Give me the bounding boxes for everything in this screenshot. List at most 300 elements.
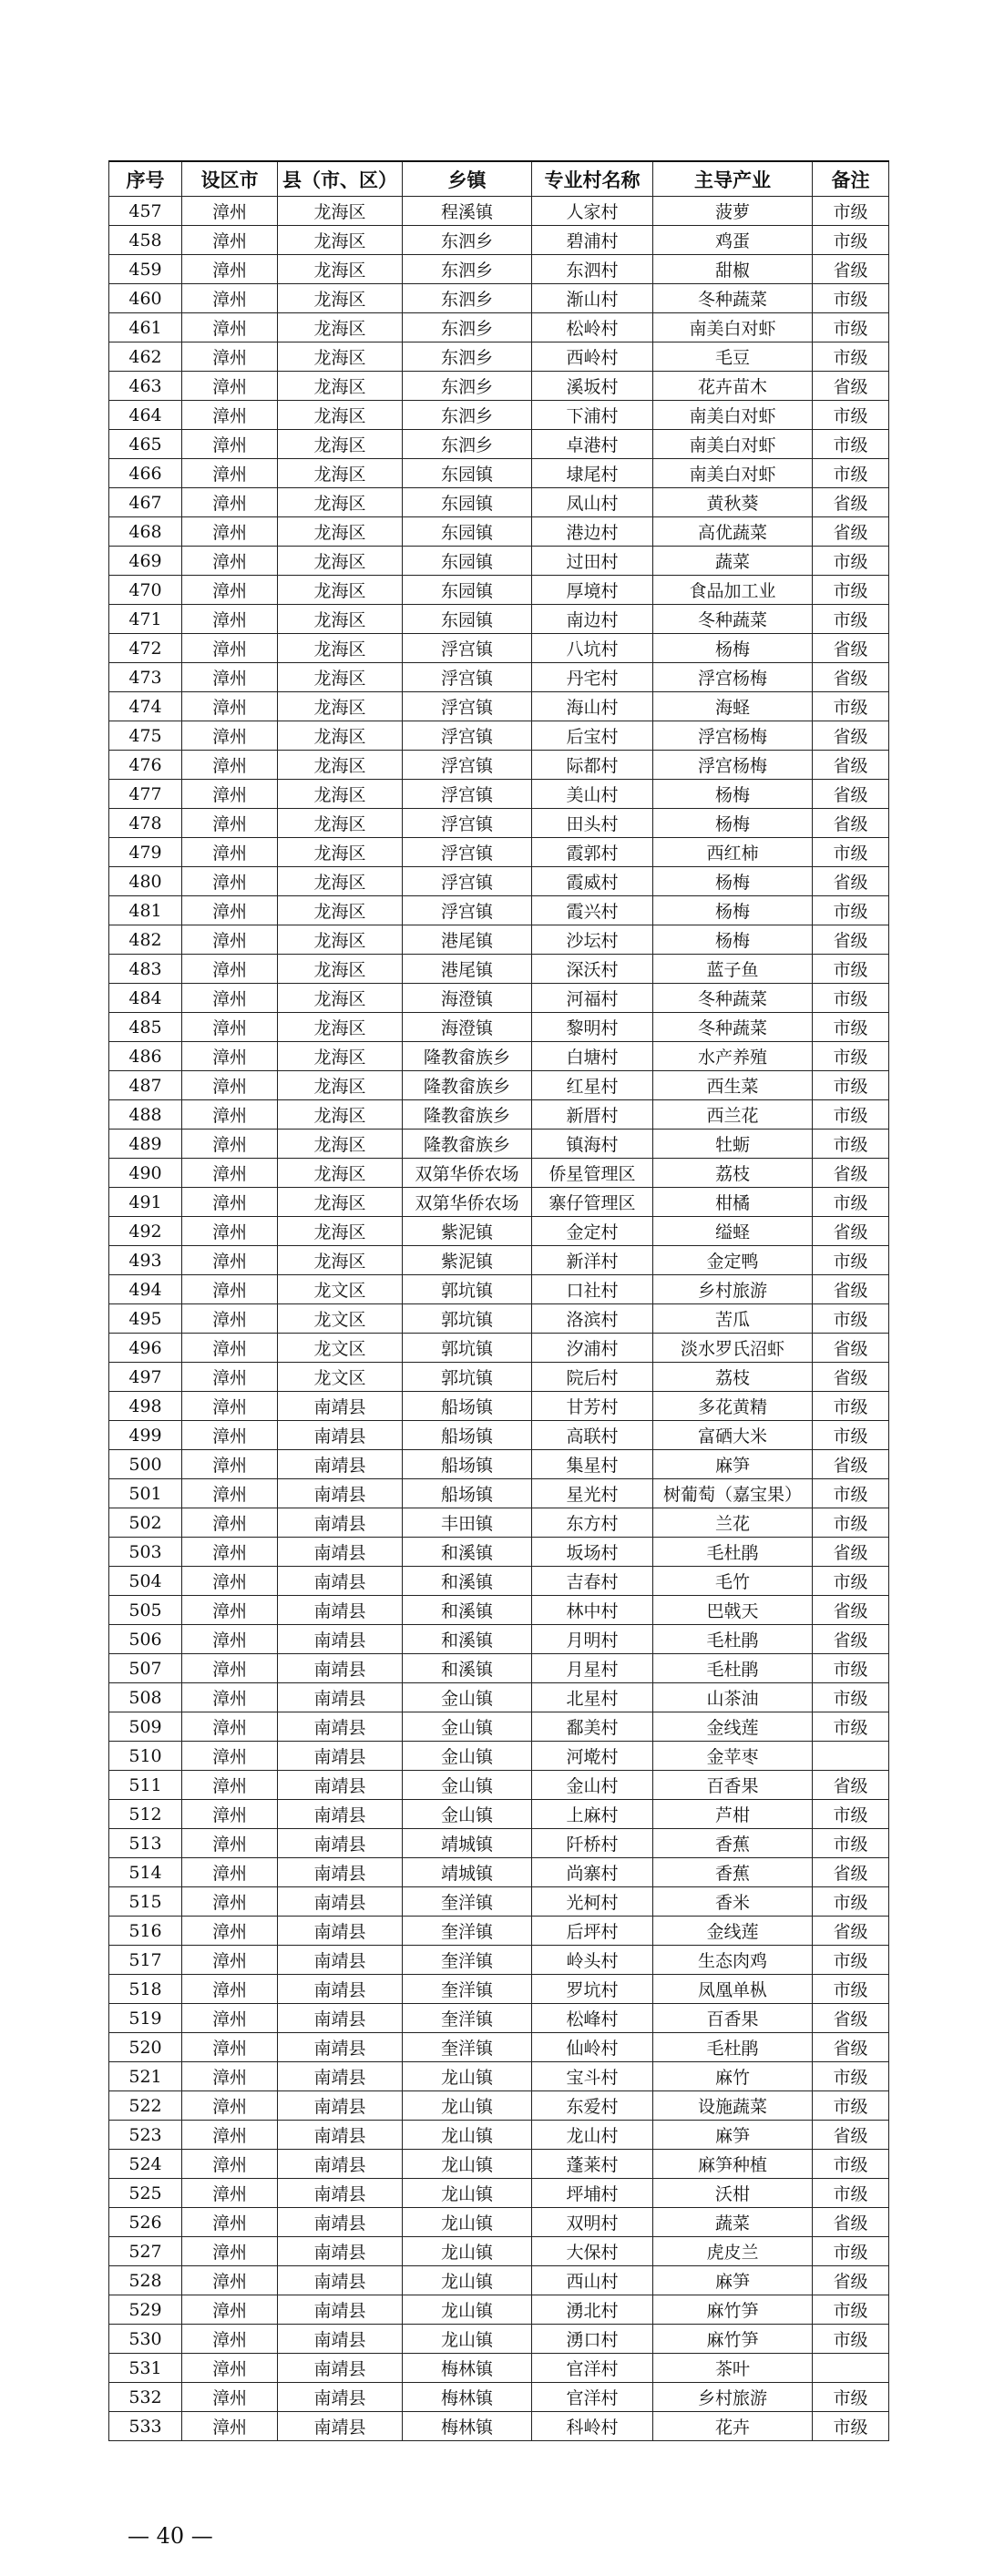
- table-row: [109, 838, 889, 867]
- cell-remark: 省级: [813, 1450, 889, 1479]
- cell-remark: 省级: [813, 925, 889, 955]
- cell-city: 漳州: [182, 1217, 278, 1246]
- table-row: [109, 1683, 889, 1712]
- header-seq: 序号: [109, 161, 182, 197]
- cell-seq: 523: [109, 2121, 182, 2150]
- cell-township: 东园镇: [403, 488, 532, 517]
- cell-remark: 市级: [813, 1013, 889, 1042]
- table-row: [109, 1829, 889, 1858]
- cell-city: 漳州: [182, 1304, 278, 1334]
- table-row: [109, 896, 889, 925]
- cell-remark: 省级: [813, 1858, 889, 1887]
- cell-village: 湧口村: [532, 2325, 653, 2354]
- cell-city: 漳州: [182, 1246, 278, 1275]
- cell-city: 漳州: [182, 780, 278, 809]
- cell-remark: 市级: [813, 1392, 889, 1421]
- cell-township: 梅林镇: [403, 2412, 532, 2441]
- cell-village: 官洋村: [532, 2383, 653, 2412]
- table-row: [109, 284, 889, 313]
- cell-seq: 503: [109, 1538, 182, 1567]
- cell-city: 漳州: [182, 1071, 278, 1100]
- cell-county: 龙海区: [278, 488, 403, 517]
- cell-village: 科岭村: [532, 2412, 653, 2441]
- cell-city: 漳州: [182, 1392, 278, 1421]
- table-row: [109, 1712, 889, 1742]
- cell-industry: 菠萝: [653, 197, 813, 226]
- cell-city: 漳州: [182, 1159, 278, 1188]
- cell-village: 金定村: [532, 1217, 653, 1246]
- cell-industry: 毛竹: [653, 1567, 813, 1596]
- cell-industry: 缢蛏: [653, 1217, 813, 1246]
- cell-city: 漳州: [182, 2033, 278, 2062]
- cell-seq: 533: [109, 2412, 182, 2441]
- cell-industry: 南美白对虾: [653, 313, 813, 342]
- table-row: [109, 751, 889, 780]
- table-row: [109, 459, 889, 488]
- cell-township: 海澄镇: [403, 1013, 532, 1042]
- cell-township: 郭坑镇: [403, 1304, 532, 1334]
- table-row: [109, 1275, 889, 1304]
- cell-seq: 520: [109, 2033, 182, 2062]
- table-row: [109, 1858, 889, 1887]
- cell-county: 龙海区: [278, 692, 403, 721]
- cell-city: 漳州: [182, 1479, 278, 1508]
- cell-township: 东泗乡: [403, 342, 532, 372]
- cell-village: 岭头村: [532, 1946, 653, 1975]
- cell-county: 南靖县: [278, 1771, 403, 1800]
- cell-county: 南靖县: [278, 1654, 403, 1683]
- cell-industry: 金线莲: [653, 1712, 813, 1742]
- cell-industry: 南美白对虾: [653, 430, 813, 459]
- cell-township: 船场镇: [403, 1392, 532, 1421]
- cell-township: 和溪镇: [403, 1625, 532, 1654]
- cell-city: 漳州: [182, 1829, 278, 1858]
- cell-seq: 498: [109, 1392, 182, 1421]
- header-village: 专业村名称: [532, 161, 653, 197]
- cell-city: 漳州: [182, 984, 278, 1013]
- cell-city: 漳州: [182, 1654, 278, 1683]
- cell-industry: 蔬菜: [653, 2208, 813, 2237]
- cell-city: 漳州: [182, 1275, 278, 1304]
- cell-county: 南靖县: [278, 2121, 403, 2150]
- cell-city: 漳州: [182, 1946, 278, 1975]
- cell-seq: 481: [109, 896, 182, 925]
- cell-remark: 省级: [813, 780, 889, 809]
- cell-village: 月明村: [532, 1625, 653, 1654]
- cell-industry: 食品加工业: [653, 576, 813, 605]
- cell-seq: 459: [109, 255, 182, 284]
- cell-village: 沙坛村: [532, 925, 653, 955]
- table-row: [109, 2354, 889, 2383]
- cell-village: 宝斗村: [532, 2062, 653, 2091]
- header-remark: 备注: [813, 161, 889, 197]
- cell-village: 寨仔管理区: [532, 1188, 653, 1217]
- cell-seq: 518: [109, 1975, 182, 2004]
- cell-seq: 485: [109, 1013, 182, 1042]
- cell-county: 龙海区: [278, 1071, 403, 1100]
- cell-village: 光柯村: [532, 1887, 653, 1917]
- table-row: [109, 2383, 889, 2412]
- table-row: [109, 2091, 889, 2121]
- cell-seq: 525: [109, 2179, 182, 2208]
- cell-township: 金山镇: [403, 1742, 532, 1771]
- cell-city: 漳州: [182, 1858, 278, 1887]
- cell-seq: 505: [109, 1596, 182, 1625]
- cell-industry: 柑橘: [653, 1188, 813, 1217]
- cell-city: 漳州: [182, 2121, 278, 2150]
- cell-township: 龙山镇: [403, 2091, 532, 2121]
- cell-city: 漳州: [182, 2004, 278, 2033]
- table-row: [109, 1800, 889, 1829]
- cell-city: 漳州: [182, 1712, 278, 1742]
- cell-city: 漳州: [182, 2383, 278, 2412]
- cell-county: 龙海区: [278, 1217, 403, 1246]
- table-row: [109, 2062, 889, 2091]
- cell-remark: 市级: [813, 1246, 889, 1275]
- cell-county: 南靖县: [278, 1392, 403, 1421]
- cell-remark: 省级: [813, 2033, 889, 2062]
- cell-village: 阡桥村: [532, 1829, 653, 1858]
- table-row: [109, 342, 889, 372]
- cell-county: 龙海区: [278, 896, 403, 925]
- table-row: [109, 1071, 889, 1100]
- cell-seq: 460: [109, 284, 182, 313]
- cell-county: 龙海区: [278, 1188, 403, 1217]
- cell-village: 高联村: [532, 1421, 653, 1450]
- table-row: [109, 867, 889, 896]
- cell-seq: 526: [109, 2208, 182, 2237]
- cell-industry: 杨梅: [653, 634, 813, 663]
- cell-seq: 493: [109, 1246, 182, 1275]
- cell-industry: 金线莲: [653, 1917, 813, 1946]
- cell-industry: 浮宫杨梅: [653, 663, 813, 692]
- cell-industry: 金苹枣: [653, 1742, 813, 1771]
- cell-industry: 毛豆: [653, 342, 813, 372]
- cell-seq: 532: [109, 2383, 182, 2412]
- cell-city: 漳州: [182, 1567, 278, 1596]
- cell-village: 院后村: [532, 1363, 653, 1392]
- cell-township: 龙山镇: [403, 2295, 532, 2325]
- cell-village: 过田村: [532, 547, 653, 576]
- cell-industry: 富硒大米: [653, 1421, 813, 1450]
- cell-county: 龙海区: [278, 780, 403, 809]
- cell-county: 龙海区: [278, 605, 403, 634]
- cell-county: 南靖县: [278, 1975, 403, 2004]
- cell-county: 南靖县: [278, 2266, 403, 2295]
- cell-village: 口社村: [532, 1275, 653, 1304]
- table-row: [109, 1887, 889, 1917]
- table-row: [109, 313, 889, 342]
- cell-industry: 沃柑: [653, 2179, 813, 2208]
- cell-industry: 蓝子鱼: [653, 955, 813, 984]
- cell-village: 松峰村: [532, 2004, 653, 2033]
- table-row: [109, 1363, 889, 1392]
- table-row: [109, 2004, 889, 2033]
- table-row: [109, 809, 889, 838]
- cell-remark: 市级: [813, 692, 889, 721]
- cell-remark: 市级: [813, 226, 889, 255]
- cell-industry: 杨梅: [653, 925, 813, 955]
- cell-industry: 荔枝: [653, 1159, 813, 1188]
- cell-industry: 水产养殖: [653, 1042, 813, 1071]
- table-row: [109, 2150, 889, 2179]
- cell-seq: 463: [109, 372, 182, 401]
- cell-county: 龙海区: [278, 1159, 403, 1188]
- cell-seq: 489: [109, 1130, 182, 1159]
- cell-township: 东泗乡: [403, 372, 532, 401]
- cell-township: 紫泥镇: [403, 1217, 532, 1246]
- cell-township: 龙山镇: [403, 2266, 532, 2295]
- cell-industry: 冬种蔬菜: [653, 1013, 813, 1042]
- table-row: [109, 605, 889, 634]
- cell-village: 凤山村: [532, 488, 653, 517]
- cell-village: 鄱美村: [532, 1712, 653, 1742]
- cell-remark: 省级: [813, 1625, 889, 1654]
- cell-industry: 杨梅: [653, 896, 813, 925]
- cell-county: 南靖县: [278, 2325, 403, 2354]
- cell-industry: 金定鸭: [653, 1246, 813, 1275]
- cell-seq: 499: [109, 1421, 182, 1450]
- cell-township: 隆教畲族乡: [403, 1100, 532, 1130]
- cell-county: 南靖县: [278, 2412, 403, 2441]
- cell-industry: 毛杜鹃: [653, 1538, 813, 1567]
- cell-city: 漳州: [182, 459, 278, 488]
- cell-seq: 484: [109, 984, 182, 1013]
- cell-city: 漳州: [182, 1538, 278, 1567]
- cell-seq: 506: [109, 1625, 182, 1654]
- cell-industry: 香蕉: [653, 1858, 813, 1887]
- table-row: [109, 1538, 889, 1567]
- table-row: [109, 2121, 889, 2150]
- cell-remark: 省级: [813, 634, 889, 663]
- cell-industry: 鸡蛋: [653, 226, 813, 255]
- cell-remark: 市级: [813, 955, 889, 984]
- cell-village: 新洋村: [532, 1246, 653, 1275]
- cell-village: 美山村: [532, 780, 653, 809]
- cell-county: 南靖县: [278, 1625, 403, 1654]
- cell-village: 东爱村: [532, 2091, 653, 2121]
- cell-seq: 531: [109, 2354, 182, 2383]
- cell-county: 龙海区: [278, 517, 403, 547]
- cell-industry: 兰花: [653, 1508, 813, 1538]
- cell-township: 金山镇: [403, 1771, 532, 1800]
- cell-county: 龙文区: [278, 1363, 403, 1392]
- cell-city: 漳州: [182, 634, 278, 663]
- cell-township: 隆教畲族乡: [403, 1042, 532, 1071]
- cell-county: 南靖县: [278, 1712, 403, 1742]
- cell-township: 双第华侨农场: [403, 1188, 532, 1217]
- cell-industry: 西兰花: [653, 1100, 813, 1130]
- cell-seq: 471: [109, 605, 182, 634]
- cell-city: 漳州: [182, 547, 278, 576]
- cell-industry: 杨梅: [653, 867, 813, 896]
- cell-city: 漳州: [182, 284, 278, 313]
- cell-county: 南靖县: [278, 2062, 403, 2091]
- cell-industry: 牡蛎: [653, 1130, 813, 1159]
- cell-remark: 市级: [813, 1188, 889, 1217]
- cell-village: 林中村: [532, 1596, 653, 1625]
- cell-township: 奎洋镇: [403, 1946, 532, 1975]
- cell-industry: 西红柿: [653, 838, 813, 867]
- cell-township: 和溪镇: [403, 1567, 532, 1596]
- cell-remark: 省级: [813, 809, 889, 838]
- table-row: [109, 955, 889, 984]
- cell-remark: 市级: [813, 342, 889, 372]
- cell-city: 漳州: [182, 1363, 278, 1392]
- cell-county: 南靖县: [278, 1887, 403, 1917]
- cell-industry: 南美白对虾: [653, 401, 813, 430]
- table-row: [109, 721, 889, 751]
- cell-seq: 507: [109, 1654, 182, 1683]
- cell-city: 漳州: [182, 197, 278, 226]
- cell-township: 东泗乡: [403, 401, 532, 430]
- cell-industry: 甜椒: [653, 255, 813, 284]
- cell-city: 漳州: [182, 342, 278, 372]
- cell-township: 海澄镇: [403, 984, 532, 1013]
- cell-industry: 乡村旅游: [653, 1275, 813, 1304]
- table-row: [109, 984, 889, 1013]
- cell-township: 东泗乡: [403, 313, 532, 342]
- cell-seq: 527: [109, 2237, 182, 2266]
- cell-city: 漳州: [182, 663, 278, 692]
- cell-remark: 省级: [813, 1334, 889, 1363]
- cell-city: 漳州: [182, 1334, 278, 1363]
- table-row: [109, 1742, 889, 1771]
- cell-industry: 冬种蔬菜: [653, 984, 813, 1013]
- header-county: 县（市、区）: [278, 161, 403, 197]
- cell-remark: 市级: [813, 896, 889, 925]
- table-row: [109, 1508, 889, 1538]
- table-row: [109, 1450, 889, 1479]
- cell-village: 际都村: [532, 751, 653, 780]
- cell-village: 侨星管理区: [532, 1159, 653, 1188]
- cell-remark: 市级: [813, 2179, 889, 2208]
- cell-industry: 芦柑: [653, 1800, 813, 1829]
- cell-city: 漳州: [182, 605, 278, 634]
- cell-township: 龙山镇: [403, 2237, 532, 2266]
- cell-industry: 香蕉: [653, 1829, 813, 1858]
- cell-seq: 472: [109, 634, 182, 663]
- cell-remark: 市级: [813, 1683, 889, 1712]
- cell-remark: 市级: [813, 2325, 889, 2354]
- cell-seq: 491: [109, 1188, 182, 1217]
- cell-township: 东园镇: [403, 459, 532, 488]
- cell-village: 北星村: [532, 1683, 653, 1712]
- table-row: [109, 1479, 889, 1508]
- cell-seq: 510: [109, 1742, 182, 1771]
- cell-village: 下浦村: [532, 401, 653, 430]
- cell-city: 漳州: [182, 1508, 278, 1538]
- cell-township: 龙山镇: [403, 2062, 532, 2091]
- cell-village: 河墘村: [532, 1742, 653, 1771]
- cell-county: 南靖县: [278, 1596, 403, 1625]
- cell-remark: 省级: [813, 255, 889, 284]
- cell-remark: 市级: [813, 1829, 889, 1858]
- cell-industry: 花卉苗木: [653, 372, 813, 401]
- table-row: [109, 1567, 889, 1596]
- cell-city: 漳州: [182, 1421, 278, 1450]
- table-row: [109, 2412, 889, 2441]
- table-row: [109, 1917, 889, 1946]
- cell-industry: 麻笋: [653, 1450, 813, 1479]
- cell-village: 双明村: [532, 2208, 653, 2237]
- table-row: [109, 1042, 889, 1071]
- cell-village: 港边村: [532, 517, 653, 547]
- cell-township: 靖城镇: [403, 1858, 532, 1887]
- cell-township: 浮宫镇: [403, 780, 532, 809]
- cell-city: 漳州: [182, 1917, 278, 1946]
- cell-seq: 477: [109, 780, 182, 809]
- cell-remark: 省级: [813, 1596, 889, 1625]
- cell-seq: 511: [109, 1771, 182, 1800]
- cell-industry: 茶叶: [653, 2354, 813, 2383]
- cell-township: 梅林镇: [403, 2383, 532, 2412]
- cell-seq: 500: [109, 1450, 182, 1479]
- cell-county: 南靖县: [278, 2237, 403, 2266]
- cell-township: 奎洋镇: [403, 2033, 532, 2062]
- cell-city: 漳州: [182, 1800, 278, 1829]
- cell-county: 龙海区: [278, 1013, 403, 1042]
- cell-township: 港尾镇: [403, 925, 532, 955]
- table-header-row: [109, 161, 889, 197]
- cell-remark: 市级: [813, 1479, 889, 1508]
- cell-remark: 省级: [813, 1159, 889, 1188]
- cell-city: 漳州: [182, 1975, 278, 2004]
- cell-remark: 市级: [813, 1654, 889, 1683]
- cell-remark: 市级: [813, 1042, 889, 1071]
- cell-village: 八坑村: [532, 634, 653, 663]
- cell-remark: 市级: [813, 1508, 889, 1538]
- cell-township: 隆教畲族乡: [403, 1130, 532, 1159]
- cell-city: 漳州: [182, 721, 278, 751]
- cell-seq: 509: [109, 1712, 182, 1742]
- cell-industry: 麻笋: [653, 2266, 813, 2295]
- cell-county: 龙海区: [278, 809, 403, 838]
- table-row: [109, 430, 889, 459]
- cell-industry: 杨梅: [653, 780, 813, 809]
- cell-township: 东泗乡: [403, 430, 532, 459]
- cell-township: 龙山镇: [403, 2325, 532, 2354]
- cell-village: 尚寨村: [532, 1858, 653, 1887]
- cell-village: 镇海村: [532, 1130, 653, 1159]
- table-row: [109, 2295, 889, 2325]
- cell-industry: 蔬菜: [653, 547, 813, 576]
- cell-industry: 南美白对虾: [653, 459, 813, 488]
- cell-county: 龙文区: [278, 1304, 403, 1334]
- cell-remark: 市级: [813, 1887, 889, 1917]
- cell-industry: 麻竹笋: [653, 2295, 813, 2325]
- cell-county: 龙海区: [278, 751, 403, 780]
- cell-county: 龙海区: [278, 634, 403, 663]
- cell-city: 漳州: [182, 2266, 278, 2295]
- table-row: [109, 925, 889, 955]
- cell-city: 漳州: [182, 838, 278, 867]
- cell-city: 漳州: [182, 2062, 278, 2091]
- cell-village: 坂场村: [532, 1538, 653, 1567]
- cell-township: 浮宫镇: [403, 867, 532, 896]
- cell-city: 漳州: [182, 2150, 278, 2179]
- cell-township: 郭坑镇: [403, 1334, 532, 1363]
- cell-county: 龙文区: [278, 1275, 403, 1304]
- cell-remark: 省级: [813, 2208, 889, 2237]
- cell-village: 西岭村: [532, 342, 653, 372]
- cell-seq: 482: [109, 925, 182, 955]
- cell-county: 龙海区: [278, 197, 403, 226]
- table-row: [109, 1217, 889, 1246]
- cell-seq: 475: [109, 721, 182, 751]
- cell-seq: 517: [109, 1946, 182, 1975]
- cell-remark: 市级: [813, 2237, 889, 2266]
